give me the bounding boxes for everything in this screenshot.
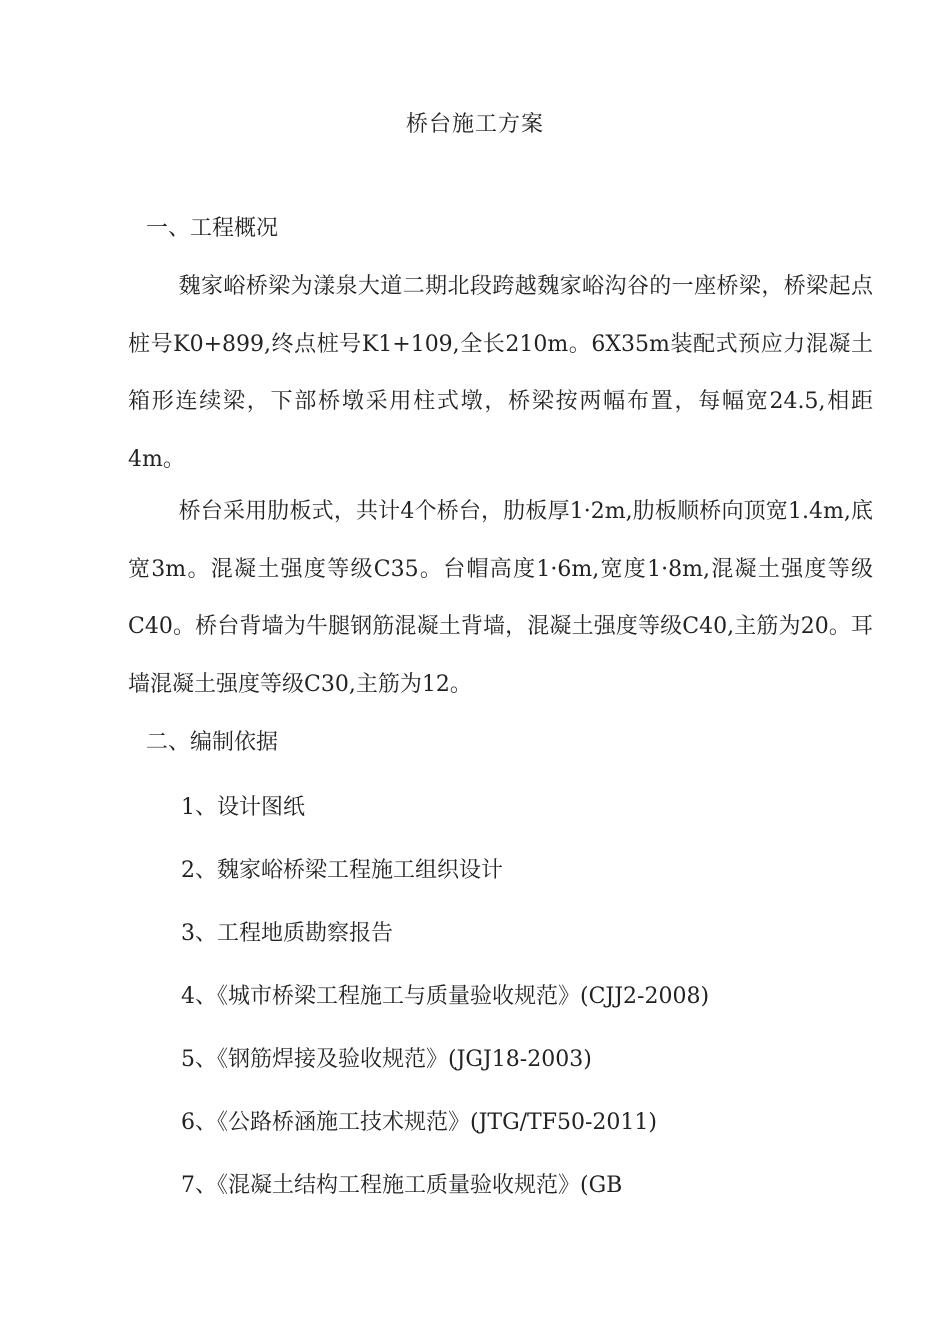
list-item: 3、工程地质勘察报告 (181, 921, 393, 946)
paragraph-abutment-details: 桥台采用肋板式，共计4个桥台，肋板厚1·2m,肋板顺桥向顶宽1.4m,底宽3m。混凝土强度等级C35。台帽高度1·6m,宽度1·8m,混凝土强度等级C40。桥台背墙为牛腿钢筋混凝土背墙，混凝土强度等级C40,主筋为20。耳墙混凝土强度等级C30,主筋为12。 (128, 499, 873, 697)
list-item: 2、魏家峪桥梁工程施工组织设计 (181, 858, 503, 883)
list-item: 4、《城市桥梁工程施工与质量验收规范》(CJJ2-2008) (181, 984, 710, 1009)
document-title: 桥台施工方案 (405, 112, 544, 137)
list-item: 7、《混凝土结构工程施工质量验收规范》(GB (181, 1173, 623, 1198)
paragraph-bridge-overview: 魏家峪桥梁为漾泉大道二期北段跨越魏家峪沟谷的一座桥梁，桥梁起点桩号K0+899,终点桩号K1+109,全长210m。6X35m装配式预应力混凝土箱形连续梁，下部桥墩采用柱式墩，桥梁按两幅布置，每幅宽24.5,相距4m。 (128, 274, 873, 472)
list-item: 1、设计图纸 (181, 795, 305, 820)
basis-list (181, 788, 709, 1229)
section-heading-overview: 一、工程概况 (146, 216, 279, 241)
list-item: 5、《钢筋焊接及验收规范》(JGJ18-2003) (181, 1047, 592, 1072)
list-item: 6、《公路桥涵施工技术规范》(JTG/TF50-2011) (181, 1110, 657, 1135)
section-heading-basis: 二、编制依据 (146, 730, 279, 755)
